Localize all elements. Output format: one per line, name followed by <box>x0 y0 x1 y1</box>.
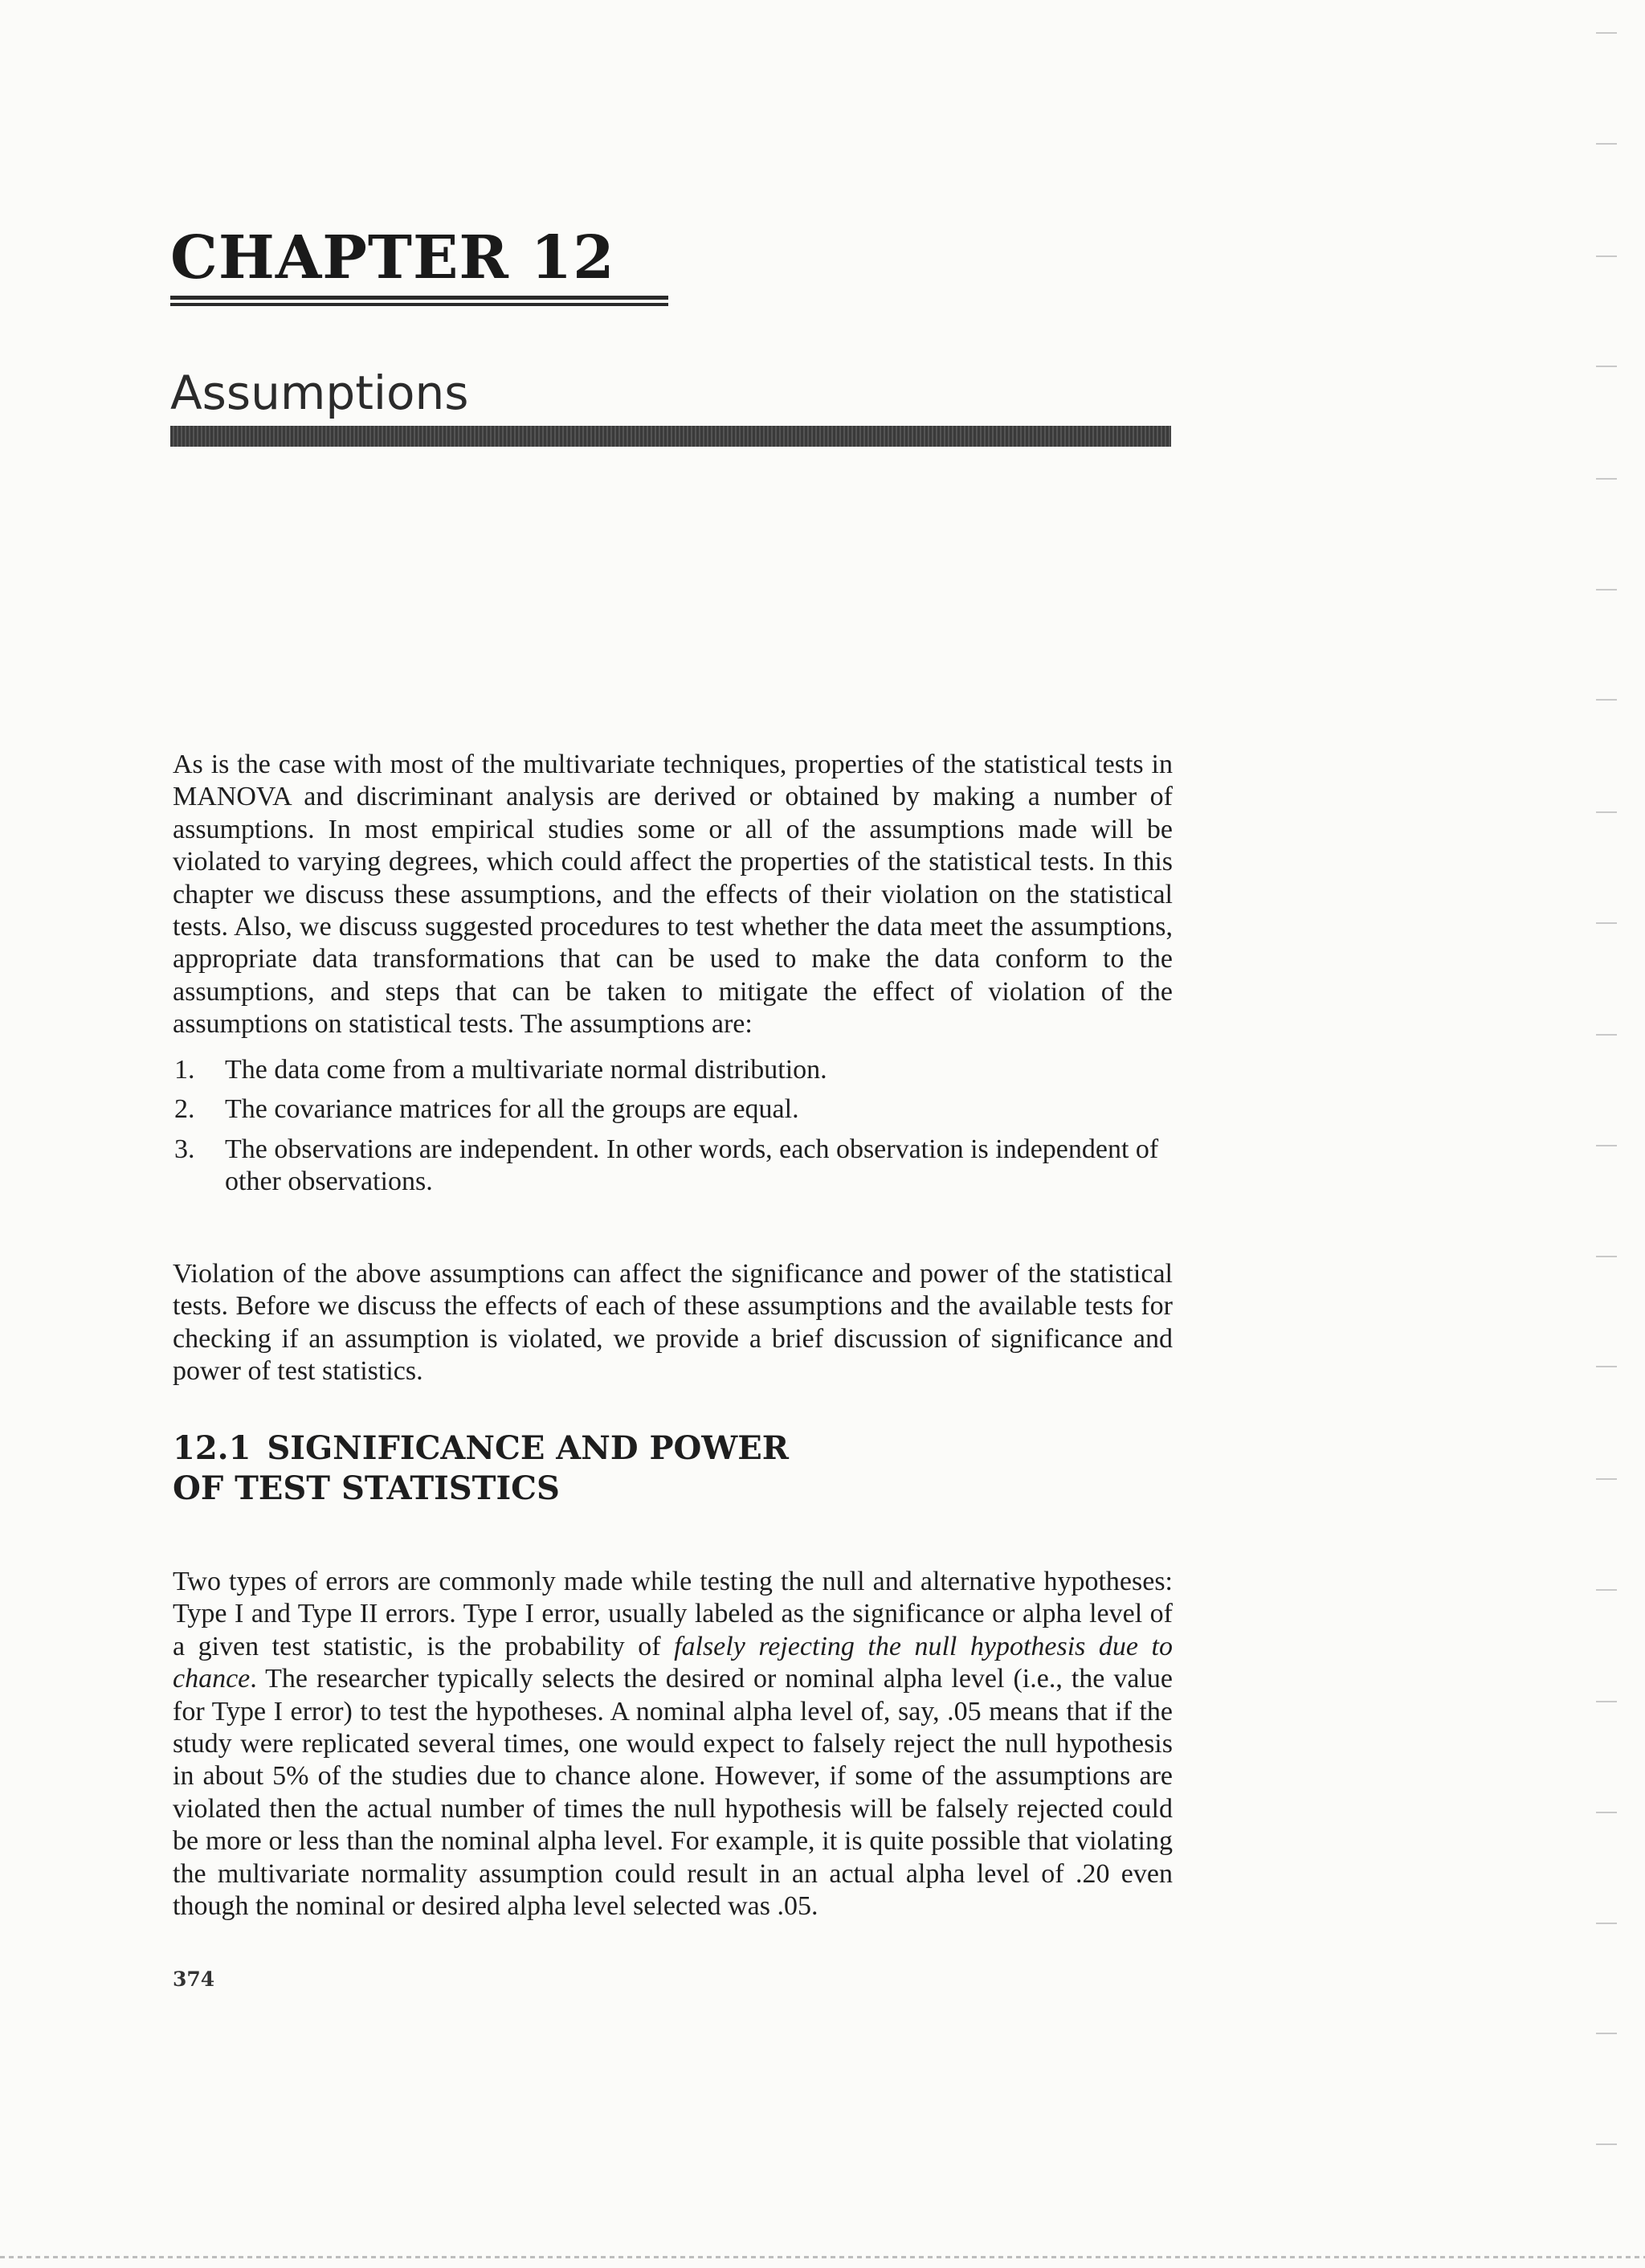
list-item-text: The data come from a multivariate normal distribution. <box>225 1055 827 1085</box>
edge-mark <box>1596 1701 1617 1702</box>
page-number: 374 <box>173 1968 215 1991</box>
edge-mark <box>1596 589 1617 590</box>
chapter-rule-bottom <box>170 303 668 306</box>
title-bar <box>170 426 1171 447</box>
edge-mark <box>1596 366 1617 367</box>
edge-mark <box>1596 811 1617 813</box>
edge-mark <box>1596 143 1617 145</box>
edge-mark <box>1596 1366 1617 1367</box>
section-heading-line1 <box>173 1428 789 1469</box>
error-types-text-1: Two types of errors are commonly made while testing the null and alternative hypotheses: Type I and Type II errors. Type I error, usually labeled as the significance or alpha level of a given test statistic, is the probability of <box>173 1567 1173 1661</box>
list-item-text: The observations are independent. In other words, each observation is independent of other observations. <box>225 1134 1159 1197</box>
section-number: 12.1 <box>173 1429 251 1467</box>
violation-paragraph: Violation of the above assumptions can affect the significance and power of the statistical tests. Before we discuss the effects of each of these assumptions and the available tests for checking if an assumption is violated, we provide a brief discussion of significance and power of test statistics. <box>173 1259 1173 1387</box>
edge-mark <box>1596 1589 1617 1591</box>
intro-paragraph: As is the case with most of the multivariate techniques, properties of the statistical tests in MANOVA and discriminant analysis are derived or obtained by making a number of assumptions. In most empirical studies some or all of the assumptions made will be violated to varying degrees, which could affect the properties of the statistical tests. In this chapter we discuss these assumptions, and the effects of their violation on the statistical tests. Also, we discuss suggested procedures to test whether the data meet the assumptions, appropriate data transformations that can be used to make the data conform to the assumptions, and steps that can be taken to mitigate the effect of violation of the assumptions on statistical tests. The assumptions are: <box>173 750 1173 1040</box>
chapter-title: Assumptions <box>170 366 469 420</box>
edge-mark <box>1596 2143 1617 2145</box>
error-types-text-2: . The researcher typically selects the desired or nominal alpha level (i.e., the value for Type I error) to test the hypotheses. A nominal alpha level of, say, .05 means that if the study were replicated several times, one would expect to falsely reject the null hypothesis in about 5% of the studies due to chance alone. However, if some of the assumptions are violated then the actual number of times the null hypothesis will be falsely rejected could be more or less than the nominal alpha level. For example, it is quite possible that violating the multivariate normality assumption could result in an actual alpha level of .20 even though the nominal or desired alpha level selected was .05. <box>173 1664 1173 1922</box>
edge-mark <box>1596 1256 1617 1257</box>
section-title-line2: OF TEST STATISTICS <box>173 1469 560 1507</box>
assumptions-list <box>173 1054 1173 1206</box>
list-item-number: 1. <box>174 1055 195 1085</box>
list-item-number: 3. <box>174 1134 195 1164</box>
edge-mark <box>1596 1478 1617 1480</box>
bottom-edge <box>0 2256 1645 2258</box>
section-heading <box>173 1428 789 1509</box>
error-types-paragraph <box>173 1566 1173 1923</box>
list-item <box>173 1134 1173 1199</box>
list-item-number: 2. <box>174 1094 195 1125</box>
edge-mark <box>1596 1923 1617 1924</box>
edge-mark <box>1596 32 1617 34</box>
chapter-rule-top <box>170 296 668 300</box>
edge-mark <box>1596 255 1617 257</box>
edge-mark <box>1596 478 1617 480</box>
edge-mark <box>1596 2033 1617 2034</box>
list-item <box>173 1054 1173 1086</box>
list-item-text: The covariance matrices for all the groups are equal. <box>225 1094 799 1125</box>
error-types-italic: falsely rejecting the null hypothesis due to chance <box>173 1631 1173 1694</box>
edge-mark <box>1596 1145 1617 1146</box>
edge-mark <box>1596 922 1617 924</box>
edge-mark <box>1596 1812 1617 1813</box>
section-title-line1: SIGNIFICANCE AND POWER <box>267 1429 790 1467</box>
edge-mark <box>1596 699 1617 701</box>
list-item <box>173 1093 1173 1126</box>
edge-mark <box>1596 1034 1617 1036</box>
chapter-label: CHAPTER 12 <box>170 223 615 292</box>
